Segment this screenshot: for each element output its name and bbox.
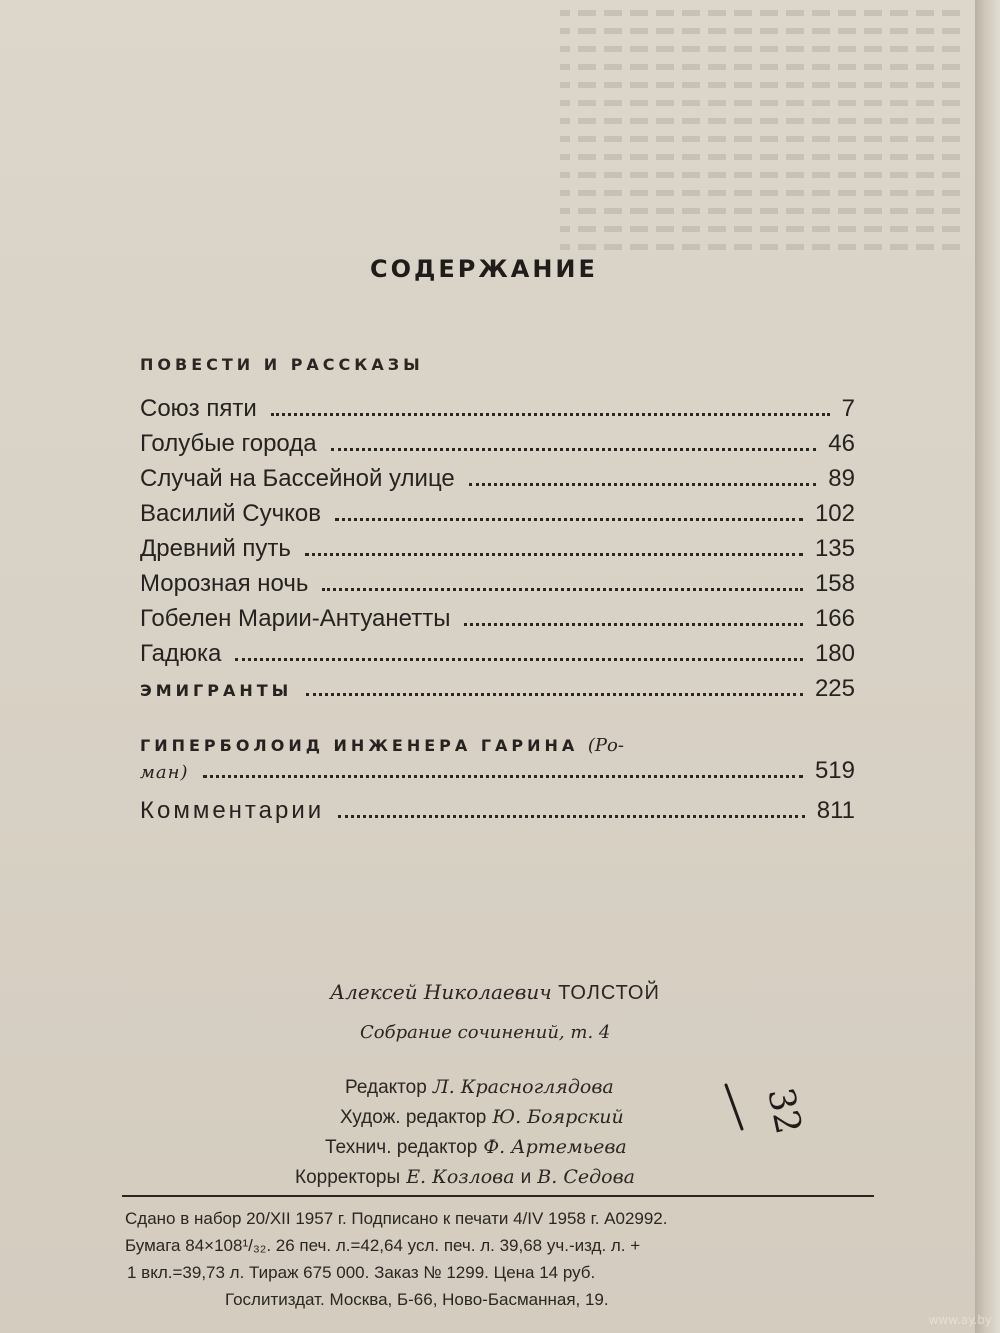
staff-person: Л. Красноглядова xyxy=(432,1076,614,1098)
toc-entry xyxy=(140,570,855,605)
toc-entry xyxy=(140,640,855,675)
page-title: СОДЕРЖАНИЕ xyxy=(370,255,598,283)
toc-entry-page: 89 xyxy=(828,465,855,492)
toc-entry-page: 102 xyxy=(814,500,855,527)
dot-leader xyxy=(331,448,817,451)
staff-person: Ф. Артемьева xyxy=(483,1136,627,1158)
colophon-line: Сдано в набор 20/XII 1957 г. Подписано к печати 4/IV 1958 г. А02992. xyxy=(125,1209,668,1228)
collection-title: Собрание сочинений, т. 4 xyxy=(360,1022,611,1043)
toc-entry-hyperboloid-title xyxy=(140,735,624,756)
dot-leader xyxy=(305,553,803,556)
watermark: www.ay.by xyxy=(928,1313,992,1327)
toc-entry xyxy=(140,535,855,570)
toc-entry-hyperboloid xyxy=(140,757,855,792)
staff-role: Редактор xyxy=(345,1077,427,1098)
toc-entry-page: 166 xyxy=(814,605,855,632)
hyperboloid-label: ГИПЕРБОЛОИД ИНЖЕНЕРА ГАРИНА xyxy=(140,736,579,755)
toc-entry-page: 225 xyxy=(814,675,855,702)
handwritten-note xyxy=(720,1045,809,1138)
toc-entry-page: 158 xyxy=(814,570,855,597)
toc-entry-page: 46 xyxy=(828,430,855,457)
section-heading: ПОВЕСТИ И РАССКАЗЫ xyxy=(140,355,424,374)
staff-art-editor xyxy=(340,1102,624,1133)
toc-entry-title: Союз пяти xyxy=(140,395,257,422)
toc-entry-title: Комментарии xyxy=(140,797,325,824)
toc-entry xyxy=(140,605,855,640)
toc-entry-title: Гадюка xyxy=(140,640,222,667)
colophon-line: Гослитиздат. Москва, Б-66, Ново-Басманная, 19. xyxy=(225,1290,609,1309)
page-edge-shadow xyxy=(975,0,1000,1333)
staff-proofreaders xyxy=(295,1162,635,1193)
toc-entry-title: Морозная ночь xyxy=(140,570,309,597)
toc-entry-title: Голубые города xyxy=(140,430,317,457)
staff-person: В. Седова xyxy=(537,1166,635,1188)
author-given-names: Алексей Николаевич xyxy=(330,980,552,1004)
toc-entry-page: 519 xyxy=(814,757,855,784)
dot-leader xyxy=(338,815,805,818)
toc-entry-page: 135 xyxy=(814,535,855,562)
staff-role: Корректоры xyxy=(295,1167,401,1188)
staff-person: Ю. Боярский xyxy=(492,1106,624,1128)
toc-entry-page: 811 xyxy=(816,797,855,824)
toc-comments-wrapper xyxy=(140,797,855,832)
staff-tech-editor xyxy=(325,1132,627,1163)
toc-entry-comments xyxy=(140,797,855,832)
dot-leader xyxy=(322,588,803,591)
dot-leader xyxy=(306,693,803,696)
colophon-line: Бумага 84×108¹/₃₂. 26 печ. л.=42,64 усл. печ. л. 39,68 уч.-изд. л. + xyxy=(125,1236,641,1255)
toc-entry-page: 7 xyxy=(841,395,855,422)
toc-entry-page: 180 xyxy=(814,640,855,667)
toc-entry-emigrants xyxy=(140,675,855,710)
colophon xyxy=(125,1205,885,1313)
dot-leader xyxy=(335,518,803,521)
hyperboloid-note-end: ман) xyxy=(140,762,189,783)
dot-leader xyxy=(203,775,803,778)
toc-entry xyxy=(140,465,855,500)
toc-entry xyxy=(140,395,855,430)
dot-leader xyxy=(235,658,803,661)
author-surname: ТОЛСТОЙ xyxy=(558,982,660,1004)
table-of-contents xyxy=(140,395,855,710)
hyperboloid-note-start: (Ро- xyxy=(587,735,624,756)
author-name xyxy=(330,980,660,1005)
handwritten-number: 32 xyxy=(759,1084,809,1138)
toc-entry xyxy=(140,430,855,465)
staff-editor xyxy=(345,1072,614,1103)
toc-entry-title: Василий Сучков xyxy=(140,500,321,527)
toc-entry xyxy=(140,500,855,535)
staff-role: Худож. редактор xyxy=(340,1107,487,1128)
dot-leader xyxy=(464,623,803,626)
toc-entry-title: Случай на Бассейной улице xyxy=(140,465,455,492)
toc-entry-title: ЭМИГРАНТЫ xyxy=(140,681,293,700)
staff-person: Е. Козлова xyxy=(406,1166,515,1188)
show-through-text xyxy=(560,0,960,380)
dot-leader xyxy=(271,413,830,416)
staff-joiner: и xyxy=(520,1167,532,1188)
toc-entry-title: Гобелен Марии-Антуанетты xyxy=(140,605,451,632)
dot-leader xyxy=(469,483,817,486)
staff-role: Технич. редактор xyxy=(325,1137,478,1158)
divider xyxy=(122,1195,874,1197)
colophon-line: 1 вкл.=39,73 л. Тираж 675 000. Заказ № 1299. Цена 14 руб. xyxy=(127,1263,596,1282)
toc-entry-title: Древний путь xyxy=(140,535,291,562)
